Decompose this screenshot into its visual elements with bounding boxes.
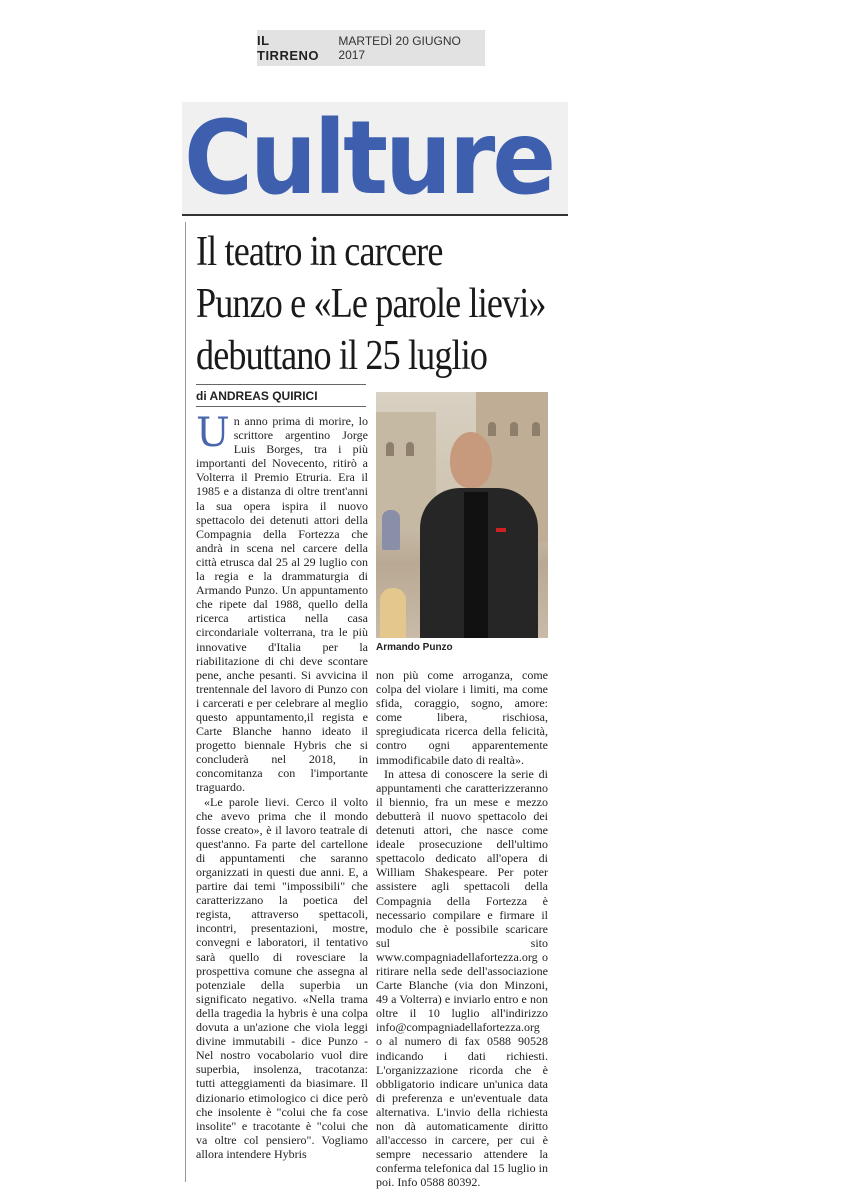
photo-window bbox=[532, 422, 540, 436]
photo-window bbox=[386, 442, 394, 456]
photo-man-head bbox=[450, 432, 492, 488]
photo-caption: Armando Punzo bbox=[376, 642, 453, 653]
headline-line-3: debuttano il 25 luglio bbox=[196, 333, 488, 379]
headline-line-1: Il teatro in carcere bbox=[196, 229, 443, 275]
drop-cap: U bbox=[196, 410, 230, 456]
photo-window bbox=[406, 442, 414, 456]
paragraph-text: n anno prima di morire, lo scrittore argentino Jorge Luis Borges, tra i più importanti del Novecento, ritirò a Volterra il Premio Etruria. Era il 1985 e a distanza di oltre trent'anni la sua opera ispira il nuovo spettacolo dei detenuti attori della Compagnia della Fortezza che andrà in scena nel carcere della città etrusca dal 25 al 29 luglio con la regia e la drammaturgia di Armando Punzo. Un appuntamento che ripete dal 1988, quello della ricerca artistica nella casa circondariale volterrana, tra le più innovative d'Italia per la riabilitazione di chi deve scontare pene, anche pesanti. Si avvicina il trentennale del lavoro di Punzo con i carcerati e per celebrare al meglio questo appuntamento,il regista e Carte Blanche hanno ideato il progetto biennale Hybris che si concluderà nel 2018, in concomitanza con l'importante traguardo. bbox=[196, 414, 368, 795]
section-banner bbox=[182, 102, 568, 216]
paragraph: non più come arroganza, come colpa del violare i limiti, ma come sfida, coraggio, sogno, amore: come libera, rischiosa, spregiudicata ricerca della felicità, contro ogni apparentemente immodificabile dato di realtà». bbox=[376, 668, 548, 767]
text-column-2 bbox=[376, 668, 548, 1189]
photo-window bbox=[488, 422, 496, 436]
headline-line-2: Punzo e «Le parole lievi» bbox=[196, 281, 546, 327]
byline-divider-top bbox=[196, 384, 366, 385]
paragraph bbox=[196, 410, 368, 795]
article bbox=[185, 222, 558, 1190]
paragraph: «Le parole lievi. Cerco il volto che avevo prima che il mondo fosse creato», è il lavoro teatrale di quest'anno. Fa parte del cartellone di appuntamenti che saranno organizzati in questi due anni. E, a partire dai temi "impossibili" che caratterizzano la poetica del regista, attraverso spettacoli, incontri, presentazioni, mostre, convegni e laboratori, il tentativo sarà quello di rovesciare la prospettiva comune che assegna al potenziale della superbia un significato negativo. «Nella trama della tragedia la hybris è una colpa dovuta a un'azione che viola leggi divine immutabili - dice Punzo - Nel nostro vocabolario vuol dire superbia, insolenza, tracotanza: tutti atteggiamenti da biasimare. Il dizionario etimologico ci dice però che insolente è "colui che fa cose insolite" e tracotante è "colui che va oltre col pensiero". Vogliamo allora intendere Hybris bbox=[196, 794, 368, 1161]
headline bbox=[196, 226, 546, 382]
byline: di ANDREAS QUIRICI bbox=[196, 389, 318, 403]
photo-pocket-square bbox=[496, 528, 506, 532]
article-photo bbox=[376, 392, 548, 638]
byline-divider-bottom bbox=[196, 406, 366, 407]
photo-man-shirt bbox=[464, 492, 488, 638]
photo-background-figure bbox=[382, 510, 400, 550]
paragraph: In attesa di conoscere la serie di appuntamenti che caratterizzeranno il biennio, fra un mese e mezzo debutterà il nuovo spettacolo dei detenuti attori, che nasce come ideale prosecuzione dell'ultimo spettacolo dedicato all'opera di William Shakespeare. Per poter assistere agli spettacoli della Compagnia della Fortezza è necessario compilare e firmare il modulo che è possibile scaricare sul sito www.compagniadellafortezza.org o ritirare nella sede dell'associazione Carte Blanche (via don Minzoni, 49 a Volterra) e inviarlo entro e non oltre il 10 luglio all'indirizzo info@compagniadellafortezza.org o al numero di fax 0588 90528 indicando i dati richiesti. L'organizzazione ricorda che è obbligatorio indicare un'unica data di preferenza e un'eventuale data alternativa. L'invio della richiesta non dà automaticamente diritto all'accesso in carcere, per cui è sempre necessario attendere la conferma telefonica dal 15 luglio in poi. Info 0588 80392. bbox=[376, 766, 548, 1190]
photo-window bbox=[510, 422, 518, 436]
newspaper-name: IL TIRRENO bbox=[257, 33, 319, 63]
text-column-1 bbox=[196, 410, 368, 1161]
section-title: Culture bbox=[184, 102, 554, 216]
photo-child bbox=[380, 588, 406, 638]
newspaper-masthead bbox=[257, 30, 485, 66]
publication-date: MARTEDÌ 20 GIUGNO 2017 bbox=[338, 34, 461, 62]
